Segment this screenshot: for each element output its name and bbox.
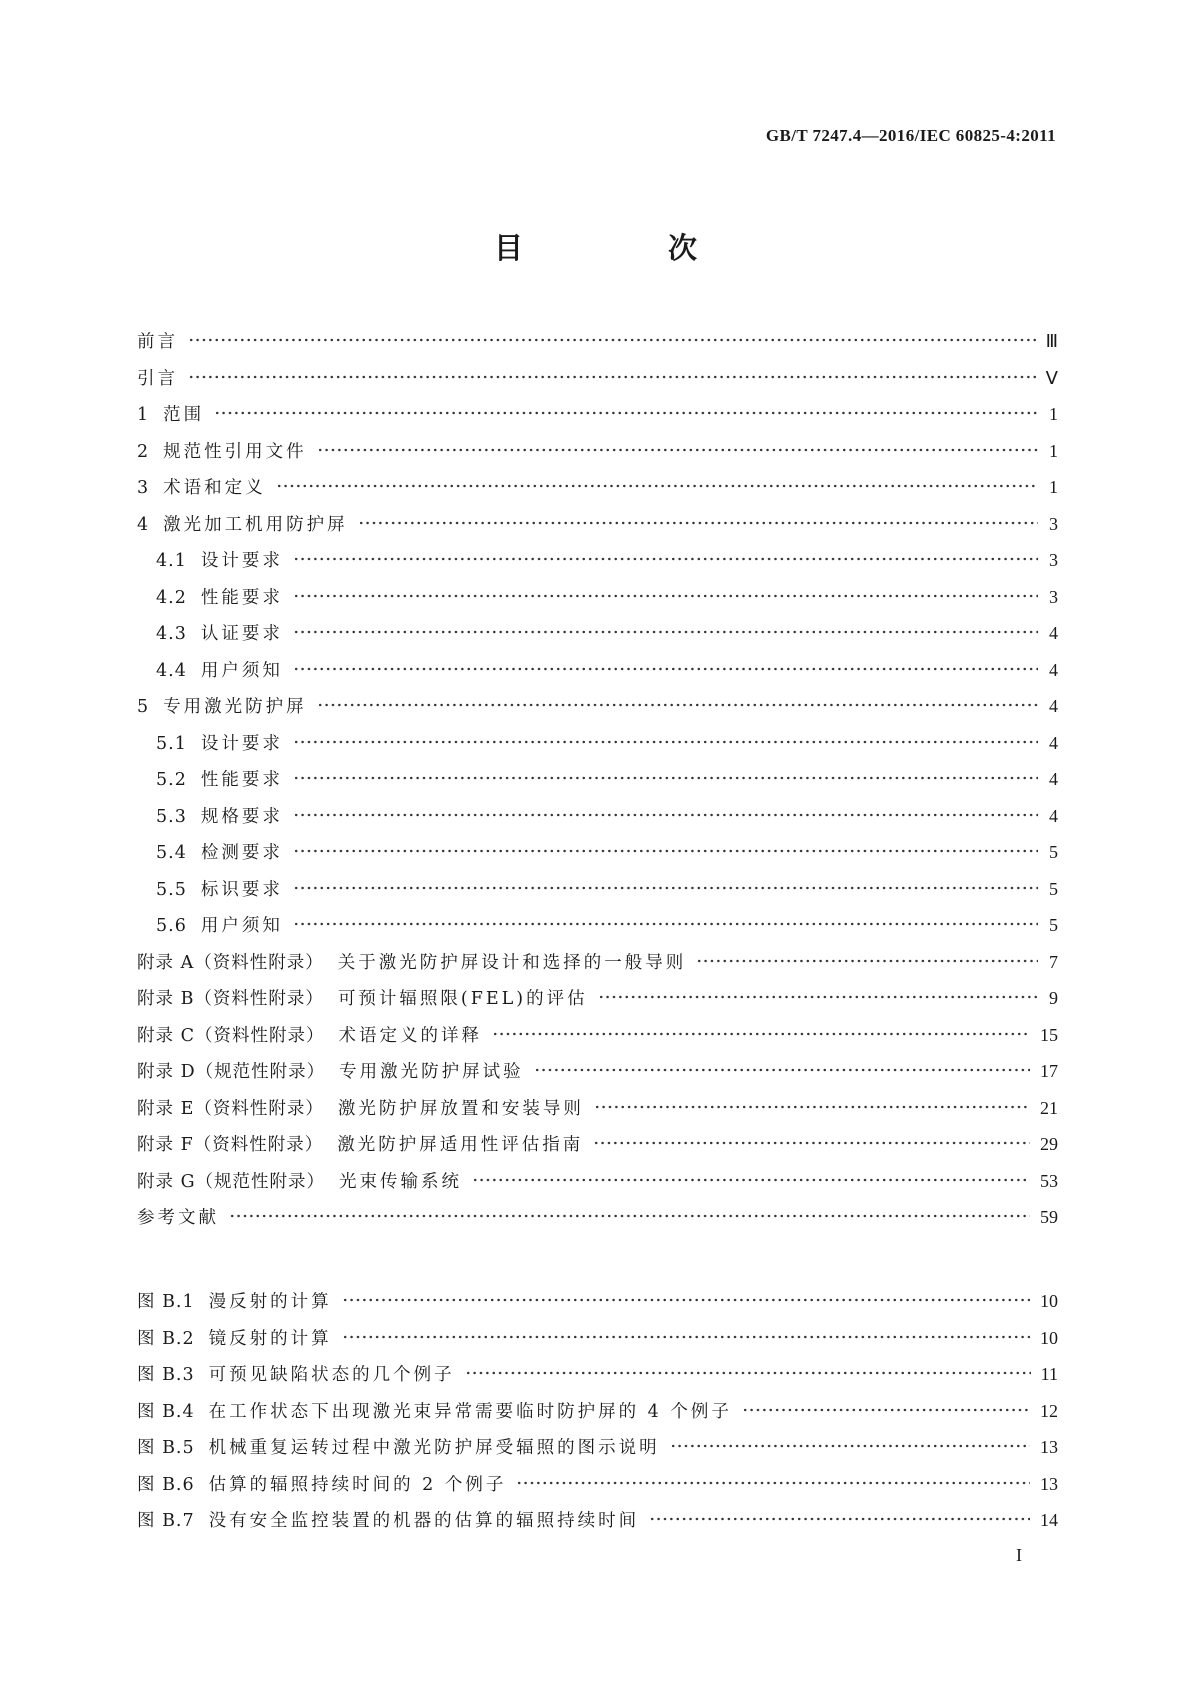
entry-title: 专用激光防护屏试验 (339, 1062, 524, 1082)
entry-page-number: 12 (1040, 1400, 1058, 1421)
entry-number: 4.1 (156, 551, 187, 571)
entry-page-number: 15 (1040, 1024, 1058, 1045)
figure-entry[interactable] (137, 1283, 1058, 1320)
entry-title: 专用激光防护屏 (163, 697, 307, 717)
entry-title: 引言 (137, 368, 178, 389)
entry-title: 用户须知 (200, 916, 283, 936)
dot-leader (293, 886, 1038, 890)
entry-number: 图 B.2 (137, 1328, 195, 1349)
figure-entry[interactable] (137, 1466, 1058, 1503)
entry-title: 认证要求 (200, 624, 283, 644)
entry-number: 附录 A（资料性附录） (137, 952, 324, 973)
entry-number: 1 (137, 405, 150, 425)
entry-page-number: 1 (1049, 440, 1058, 461)
entry-page-number: 3 (1049, 586, 1058, 607)
entry-number: 附录 B（资料性附录） (137, 989, 324, 1009)
entry-page-number: Ⅲ (1045, 331, 1058, 351)
dot-leader (317, 703, 1038, 707)
entry-number: 5.2 (156, 770, 187, 790)
list-of-figures (137, 1283, 1058, 1539)
entry-page-number: 4 (1049, 659, 1058, 680)
dot-leader (188, 375, 1036, 379)
entry-title: 规范性引用文件 (163, 441, 307, 462)
toc-entry[interactable] (137, 542, 1058, 579)
toc-entry[interactable] (137, 433, 1058, 470)
entry-title: 参考文献 (137, 1208, 219, 1228)
entry-page-number: 5 (1049, 842, 1058, 862)
figure-entry[interactable] (137, 1502, 1058, 1539)
entry-page-number: 13 (1040, 1437, 1058, 1457)
entry-page-number: 59 (1040, 1207, 1058, 1227)
entry-title: 漫反射的计算 (208, 1292, 332, 1312)
entry-title: 可预计辐照限(FEL)的评估 (337, 989, 588, 1009)
entry-number: 4.3 (156, 624, 187, 644)
entry-title: 范围 (163, 405, 205, 425)
dot-leader (742, 1408, 1030, 1412)
dot-leader (342, 1335, 1030, 1339)
dot-leader (472, 1178, 1030, 1182)
toc-entry[interactable] (137, 688, 1058, 725)
page-title: 目 次 (493, 231, 755, 265)
toc-entry[interactable] (137, 615, 1058, 652)
toc-entry[interactable] (137, 798, 1058, 835)
entry-number: 5.1 (156, 733, 187, 754)
entry-page-number: 21 (1040, 1097, 1058, 1118)
entry-page-number: 10 (1040, 1291, 1058, 1311)
dot-leader (293, 667, 1038, 671)
entry-page-number: 3 (1049, 513, 1058, 534)
entry-page-number: 4 (1049, 769, 1058, 789)
toc-entry[interactable] (137, 944, 1058, 981)
entry-page-number: 1 (1049, 404, 1058, 424)
entry-title: 机械重复运转过程中激光防护屏受辐照的图示说明 (208, 1438, 660, 1458)
entry-title: 设计要求 (200, 733, 283, 754)
dot-leader (293, 813, 1038, 817)
dot-leader (465, 1371, 1031, 1375)
entry-title: 可预见缺陷状态的几个例子 (208, 1365, 455, 1385)
toc-entry[interactable] (137, 506, 1058, 543)
entry-page-number: 53 (1040, 1170, 1058, 1191)
entry-number: 4.2 (156, 587, 187, 608)
entry-number: 5.4 (156, 843, 187, 863)
entry-number: 图 B.1 (137, 1292, 195, 1312)
toc-entry[interactable] (137, 725, 1058, 762)
entry-title: 激光防护屏放置和安装导则 (337, 1098, 584, 1119)
dot-leader (293, 849, 1038, 853)
toc-entry[interactable] (137, 1053, 1058, 1090)
toc-entry[interactable] (137, 396, 1058, 433)
entry-title: 设计要求 (200, 551, 283, 571)
figure-entry[interactable] (137, 1393, 1058, 1430)
entry-page-number: 14 (1040, 1510, 1058, 1530)
entry-page-number: 4 (1049, 805, 1058, 826)
entry-number: 附录 F（资料性附录） (137, 1135, 324, 1155)
entry-page-number: 4 (1049, 696, 1058, 716)
toc-entry[interactable] (137, 1017, 1058, 1054)
dot-leader (670, 1444, 1030, 1448)
dot-leader (317, 448, 1038, 452)
entry-title: 规格要求 (200, 806, 283, 827)
entry-page-number: 10 (1040, 1327, 1058, 1348)
entry-page-number: 4 (1049, 623, 1058, 643)
dot-leader (696, 959, 1038, 963)
entry-title: 检测要求 (200, 843, 283, 863)
entry-title: 性能要求 (200, 770, 283, 790)
entry-page-number: 5 (1049, 878, 1058, 899)
entry-number: 图 B.7 (137, 1511, 195, 1531)
toc-entry[interactable] (137, 834, 1058, 871)
entry-page-number: 9 (1049, 988, 1058, 1008)
figure-entry[interactable] (137, 1356, 1058, 1393)
entry-page-number: 17 (1040, 1061, 1058, 1081)
toc-entry[interactable] (137, 652, 1058, 689)
toc-entry[interactable] (137, 1199, 1058, 1236)
entry-title: 光束传输系统 (339, 1171, 463, 1192)
toc-entry[interactable] (137, 360, 1058, 397)
entry-title: 激光加工机用防护屏 (163, 514, 348, 535)
entry-number: 2 (137, 441, 150, 462)
dot-leader (293, 557, 1038, 561)
entry-title: 激光防护屏适用性评估指南 (337, 1135, 584, 1155)
entry-number: 5.5 (156, 879, 187, 900)
dot-leader (492, 1032, 1030, 1036)
entry-number: 附录 C（资料性附录） (137, 1025, 325, 1046)
dot-leader (516, 1481, 1030, 1485)
entry-title: 术语和定义 (163, 478, 266, 498)
toc-entry[interactable] (137, 469, 1058, 506)
table-of-contents (137, 323, 1058, 1236)
dot-leader (188, 338, 1036, 342)
entry-title: 前言 (137, 332, 178, 352)
toc-entry[interactable] (137, 907, 1058, 944)
standard-code: GB/T 7247.4—2016/IEC 60825-4:2011 (765, 126, 1056, 145)
entry-number: 4 (137, 514, 150, 535)
figure-entry[interactable] (137, 1320, 1058, 1357)
dot-leader (534, 1068, 1030, 1072)
dot-leader (598, 995, 1038, 999)
dot-leader (594, 1105, 1030, 1109)
dot-leader (293, 922, 1038, 926)
entry-number: 5.6 (156, 916, 187, 936)
entry-title: 关于激光防护屏设计和选择的一般导则 (337, 952, 687, 973)
entry-title: 性能要求 (200, 587, 283, 608)
entry-number: 5.3 (156, 806, 187, 827)
dot-leader (293, 594, 1038, 598)
entry-title: 术语定义的详释 (338, 1025, 482, 1046)
entry-title: 在工作状态下出现激光束异常需要临时防护屏的 4 个例子 (208, 1401, 732, 1422)
entry-page-number: 7 (1049, 951, 1058, 972)
dot-leader (293, 776, 1038, 780)
entry-number: 5 (137, 697, 150, 717)
dot-leader (342, 1298, 1030, 1302)
entry-page-number: Ⅴ (1045, 367, 1058, 388)
dot-leader (276, 484, 1038, 488)
dot-leader (593, 1141, 1030, 1145)
entry-page-number: 4 (1049, 732, 1058, 753)
figure-entry[interactable] (137, 1429, 1058, 1466)
entry-page-number: 5 (1049, 915, 1058, 935)
toc-entry[interactable] (137, 1163, 1058, 1200)
entry-number: 图 B.6 (137, 1474, 195, 1495)
toc-entry[interactable] (137, 761, 1058, 798)
dot-leader (293, 630, 1038, 634)
entry-number: 图 B.3 (137, 1365, 195, 1385)
page-number: I (1016, 1545, 1022, 1565)
entry-number: 附录 D（规范性附录） (137, 1062, 326, 1082)
entry-number: 4.4 (156, 660, 187, 681)
entry-title: 没有安全监控装置的机器的估算的辐照持续时间 (208, 1511, 640, 1531)
entry-number: 附录 G（规范性附录） (137, 1171, 326, 1192)
dot-leader (229, 1214, 1030, 1218)
entry-title: 用户须知 (200, 660, 283, 681)
entry-title: 估算的辐照持续时间的 2 个例子 (208, 1474, 507, 1495)
dot-leader (214, 411, 1038, 415)
toc-entry[interactable] (137, 1126, 1058, 1163)
entry-page-number: 11 (1040, 1364, 1058, 1384)
toc-entry[interactable] (137, 323, 1058, 360)
toc-entry[interactable] (137, 871, 1058, 908)
entry-number: 3 (137, 478, 150, 498)
entry-page-number: 13 (1040, 1473, 1058, 1494)
toc-entry[interactable] (137, 579, 1058, 616)
dot-leader (649, 1517, 1030, 1521)
toc-entry[interactable] (137, 980, 1058, 1017)
entry-number: 图 B.4 (137, 1401, 195, 1422)
dot-leader (358, 521, 1038, 525)
entry-title: 标识要求 (200, 879, 283, 900)
entry-page-number: 3 (1049, 550, 1058, 570)
toc-entry[interactable] (137, 1090, 1058, 1127)
entry-title: 镜反射的计算 (208, 1328, 332, 1349)
dot-leader (293, 740, 1038, 744)
entry-number: 图 B.5 (137, 1438, 195, 1458)
entry-page-number: 29 (1040, 1134, 1058, 1154)
entry-number: 附录 E（资料性附录） (137, 1098, 324, 1119)
entry-page-number: 1 (1049, 477, 1058, 497)
